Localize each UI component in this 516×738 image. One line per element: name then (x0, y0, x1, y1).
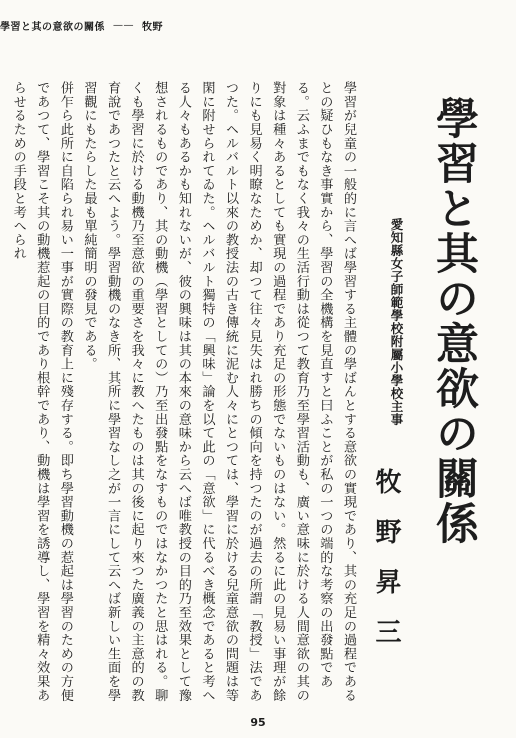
running-header-dash: —— (113, 19, 134, 31)
body-paragraph: 學習が兒童の一般的に言へば學習する主體の學ばんとする意欲の實現であり、其の充足の過程であるとの疑ひもなき事實から、學習の全機構を見直すと曰ふことが私の一つの端的な考察の出發點である。云ふまでもなく我々の生活行動は從つて教育乃至學習活動も、廣い意味に於ける人間意欲の其の對象は種々あるとしても實現の過程であり充足の形態でないものはない。然るに此の見易い事理が餘りにも見易く明瞭なためか、却つて往々見失はれ勝ちの傾向を持つたのが過去の所謂「教授」法であつた。ヘルバルト以來の教授法の古き傳統に泥む人々にとつては、學習に於ける兒童意欲の問題は等閑に附せられてゐた。ヘルバルト獨特の「興味」論を以て此の「意欲」に代るべき概念であると考へる人々もあるかも知れないが、彼の興味は其の本來の意味から云へば唯教授の目的乃至效果として豫想されるものであり、其の動機（學習としての）乃至出發點をなすものではなかつたと思はれる。聊くも學習に於ける動機乃至意欲の重要さを我々に教へたものは其の後に起り來つた廣義の主意的の教育說であつたと云へよう。學習動機のなき所、其所に學習なし之が一言にして云へば新しい生面を學習觀にもたらした最も單純簡明の發見である。 (81, 81, 356, 703)
article-title: 學習と其の意欲の關係 (429, 96, 479, 546)
running-header (0, 14, 228, 36)
author-affiliation: 愛知縣女子師範學校附屬小學校主事 (389, 218, 404, 426)
running-header-title: 學習と其の意欲の關係 (0, 21, 105, 33)
page-number: 95 (250, 716, 266, 729)
body-paragraph: 併乍ら此所に自陷られ易い一事が實際の教育上に殘存する。即ち學習動機の惹起は學習のための方便であつて、學習こそ其の動機惹起の目的であり根幹であり、動機は學習を誘導し、學習を精々效果あらせるための手段と考へられ (10, 81, 73, 703)
author-name: 牧野昇三 (371, 468, 401, 668)
article-body (10, 68, 360, 708)
running-header-author: 牧野 (142, 21, 163, 33)
